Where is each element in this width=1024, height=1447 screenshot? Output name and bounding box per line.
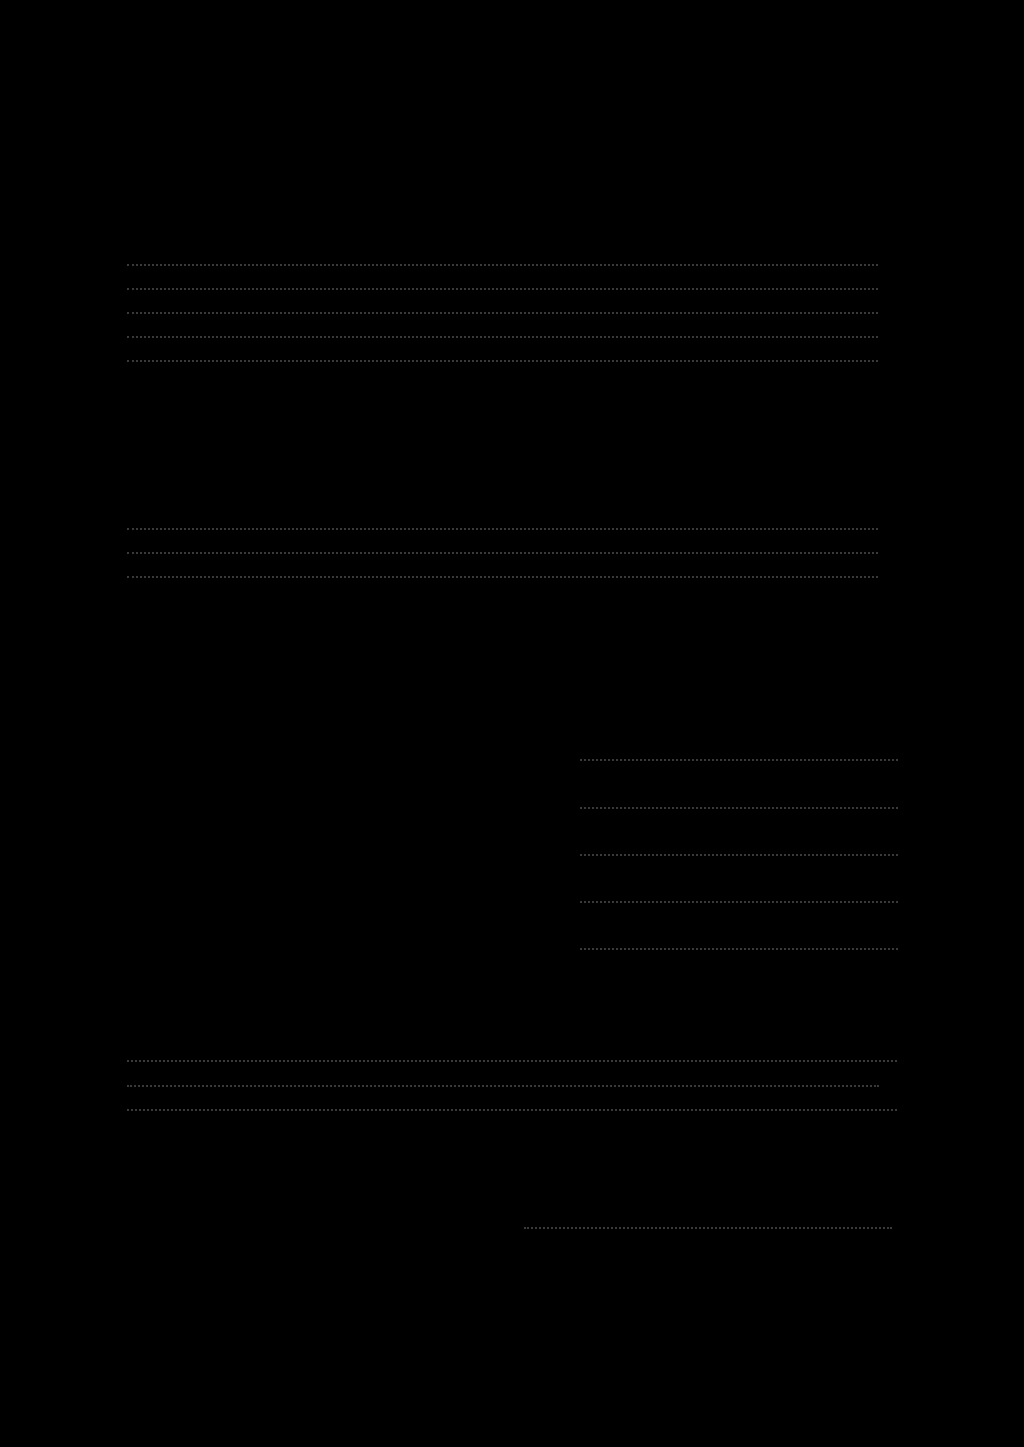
date-field[interactable]	[125, 696, 358, 716]
negative-assessment-statement	[125, 444, 764, 465]
signature-number-5: 5)	[537, 932, 552, 951]
positive-assessment-text: Oferta uzyskała pozytywną ocenę merytoryczną i została zakwalifikowana do Programu	[125, 133, 726, 153]
remarks-dotted-line-2[interactable]	[127, 1085, 879, 1087]
remarks-heading-line-1: Uwagi dotyczące korekty, uzupełnienia lub wyjaśnienia informacji zawartych w ofercie lub	[125, 997, 821, 1018]
correction-required-text: Oferta wymaga korekty / uzupełnienia / wyjaśnienia	[125, 230, 481, 250]
rejection-dotted-line-2[interactable]	[127, 552, 878, 554]
signature-number-4: 4)	[537, 885, 552, 904]
negative-post-text: ocenę merytoryczną i nie została zakwalifikowana do Programu	[314, 444, 755, 464]
final-signature-line[interactable]	[524, 1227, 892, 1229]
footnote-text: *) niepotrzebne skreślić	[125, 632, 288, 651]
rejection-reason-label: Przyczyna odrzucenia:	[125, 491, 280, 510]
signature-number-2: 2)	[537, 791, 552, 810]
positive-assessment-statement	[125, 133, 739, 154]
negative-bold-word: negatywną	[236, 444, 315, 464]
correction-dotted-line-2[interactable]	[127, 288, 878, 290]
date-label: Wrocław, dnia	[125, 696, 223, 715]
footnote-mark: *)	[725, 133, 736, 145]
rejection-dotted-line-3[interactable]	[127, 576, 878, 578]
correction-dotted-line-1[interactable]	[127, 264, 878, 266]
footnote-mark: *)	[754, 444, 764, 456]
footnote-mark: *)	[480, 230, 491, 242]
correction-dotted-line-3[interactable]	[127, 312, 878, 314]
negative-pre-text: Oferta uzyskała	[125, 444, 237, 464]
date-dots: ………………………	[222, 696, 359, 715]
remarks-heading-line-2: załącznikach:	[125, 1021, 229, 1042]
correction-dotted-line-5[interactable]	[127, 360, 878, 362]
signatures-caption: Podpisy członków Komisji sporządzających ocenę	[558, 956, 839, 971]
correction-required-statement	[125, 230, 490, 251]
rejection-dotted-line-1[interactable]	[127, 528, 878, 530]
signature-number-1: 1)	[537, 743, 552, 762]
final-signature-label: Data i podpis osoby prowadzącej postępowanie	[125, 1211, 487, 1232]
remarks-dotted-line-3[interactable]	[127, 1109, 897, 1111]
signature-line-1[interactable]	[580, 759, 898, 761]
trailing-comma: ,	[735, 133, 740, 153]
signature-line-2[interactable]	[580, 807, 898, 809]
correction-dotted-line-4[interactable]	[127, 336, 878, 338]
signature-line-3[interactable]	[580, 854, 898, 856]
signature-line-5[interactable]	[580, 948, 898, 950]
signature-line-4[interactable]	[580, 901, 898, 903]
signature-number-3: 3)	[537, 838, 552, 857]
remarks-dotted-line-1[interactable]	[127, 1060, 897, 1062]
